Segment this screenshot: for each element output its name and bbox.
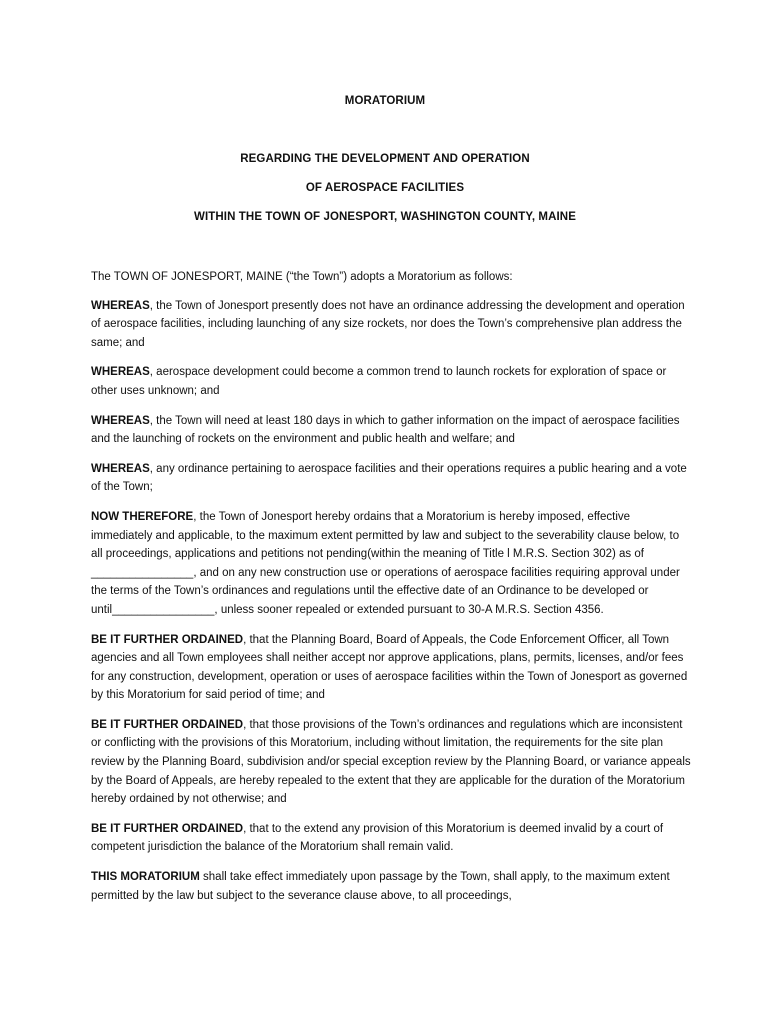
paragraph-lead: WHEREAS (91, 462, 150, 475)
further-ordained-paragraph-2 (91, 716, 691, 809)
paragraph-lead: THIS MORATORIUM (91, 871, 200, 884)
further-ordained-paragraph-3 (91, 820, 691, 857)
subtitle-line-3: WITHIN THE TOWN OF JONESPORT, WASHINGTON COUNTY, MAINE (194, 211, 576, 223)
whereas-paragraph-3 (91, 412, 691, 449)
paragraph-lead: BE IT FURTHER ORDAINED (91, 633, 244, 646)
whereas-paragraph-4 (91, 460, 691, 497)
subtitle-line-1: REGARDING THE DEVELOPMENT AND OPERATION (240, 153, 530, 165)
subtitle-line-2: OF AEROSPACE FACILITIES (305, 182, 465, 194)
paragraph-text: , the Town will need at least 180 days in which to gather information on the impact of aerospace facilities and the launching of rockets on the environment and public health and welfare; and (91, 414, 680, 446)
whereas-paragraph-1 (91, 297, 691, 353)
paragraph-lead: WHEREAS (91, 366, 150, 379)
paragraph-lead: BE IT FURTHER ORDAINED (91, 718, 244, 731)
document-title: MORATORIUM (344, 95, 426, 107)
paragraph-text: , the Town of Jonesport hereby ordains that a Moratorium is hereby imposed, effective immediately and applicable, to the maximum extent permitted by law and subject to the severability clause below, to all proceedings, applications and petitions not pending(within the meaning of Title l M.R.S. Section 302) as of ________________, and on any new construction use or operations of aerospace facilities requiring approval under the terms of the Town’s ordinances and regulations until the effective date of an Ordinance to be developed or until________________, unless sooner repealed or extended pursuant to 30-A M.R.S. Section 4356. (91, 510, 680, 616)
paragraph-text: , any ordinance pertaining to aerospace facilities and their operations requires a public hearing and a vote of the Town; (91, 462, 687, 494)
paragraph-text: , that the Planning Board, Board of Appeals, the Code Enforcement Officer, all Town agencies and all Town employees shall neither accept nor approve applications, plans, permits, licenses, and/or fees for any construction, development, operation or uses of aerospace facilities within the Town of Jonesport as governed by this Moratorium for said period of time; and (91, 633, 688, 702)
paragraph-lead: WHEREAS (91, 299, 150, 312)
paragraph-text: shall take effect immediately upon passage by the Town, shall apply, to the maximum extent permitted by the law but subject to the severance clause above, to all proceedings, (91, 871, 670, 902)
paragraph-lead: BE IT FURTHER ORDAINED (91, 822, 244, 835)
paragraph-text: , that to the extend any provision of this Moratorium is deemed invalid by a court of competent jurisdiction the balance of the Moratorium shall remain valid. (91, 822, 664, 854)
paragraph-lead: NOW THEREFORE (91, 510, 194, 523)
paragraph-lead: WHEREAS (91, 414, 150, 427)
this-moratorium-paragraph (91, 868, 691, 905)
document-body (91, 268, 691, 916)
intro-paragraph: The TOWN OF JONESPORT, MAINE (“the Town”) adopts a Moratorium as follows: (91, 271, 513, 283)
paragraph-text: , that those provisions of the Town’s ordinances and regulations which are inconsistent or conflicting with the provisions of this Moratorium, including without limitation, the requirements for the site plan review by the Planning Board, subdivision and/or special exception review by the Planning Board, or variance appeals by the Board of Appeals, are hereby repealed to the extent that they are applicable for the duration of the Moratorium hereby ordained by not otherwise; and (91, 718, 691, 806)
now-therefore-paragraph (91, 508, 691, 620)
whereas-paragraph-2 (91, 363, 691, 400)
further-ordained-paragraph-1 (91, 631, 691, 705)
paragraph-text: , aerospace development could become a common trend to launch rockets for exploration of space or other uses unknown; and (91, 366, 667, 397)
paragraph-text: , the Town of Jonesport presently does not have an ordinance addressing the development and operation of aerospace facilities, including launching of any size rockets, nor does the Town’s comprehensive plan address the same; and (91, 299, 685, 349)
